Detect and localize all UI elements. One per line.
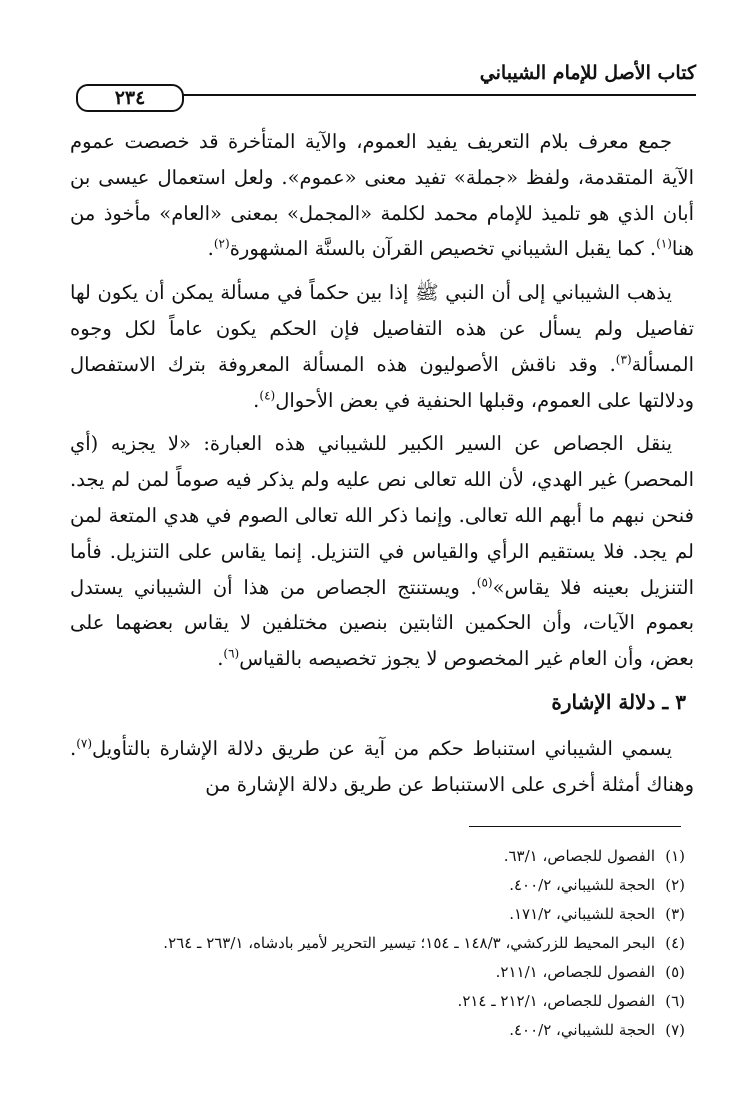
paragraph-3	[70, 426, 694, 677]
footnote-ref: (٧)	[76, 736, 93, 751]
footnote-text: الفصول للجصاص، ٢١٢/١ ـ ٢١٤.	[457, 992, 655, 1010]
footnote-text: الفصول للجصاص، ٦٣/١.	[503, 847, 655, 865]
footnote-number: (٢)	[665, 876, 685, 894]
footnotes	[70, 842, 685, 1045]
paragraph-text: ينقل الجصاص عن السير الكبير للشيباني هذه العبارة: «لا يجزيه (أي المحصر) غير الهدي، لأن الله تعالى نص عليه ولم يذكر فيه صوماً لمن لم يجد. فنحن نبهم ما أبهم الله تعالى. وإنما ذكر الله تعالى الصوم في هدي المتعة لمن لم يجد. فلا يستقيم الرأي والقياس في التنزيل. إنما يقاس على التنزيل. فأما التنزيل بعينه فلا يقاس»	[70, 432, 694, 599]
footnote-text: البحر المحيط للزركشي، ١٤٨/٣ ـ ١٥٤؛ تيسير التحرير لأمير بادشاه، ٢٦٣/١ ـ ٢٦٤.	[163, 934, 655, 952]
paragraph-text: .	[207, 237, 214, 261]
footnote-item	[70, 987, 685, 1016]
section-paragraph	[70, 731, 694, 803]
page-header	[56, 58, 696, 108]
footnote-number: (٥)	[665, 963, 685, 981]
paragraph-text: .	[217, 647, 224, 671]
footnote-number: (٤)	[665, 934, 685, 952]
paragraph-2	[70, 275, 694, 418]
footnote-item	[70, 958, 685, 987]
footnote-text: الحجة للشيباني، ٤٠٠/٢.	[509, 876, 655, 894]
paragraph-text: يذهب الشيباني إلى أن النبي ﷺ إذا بين حكماً في مسألة يمكن أن يكون لها تفاصيل ولم يسأل عن هذه التفاصيل فإن الحكم يكون عاماً لكل وجوه المسألة	[70, 281, 694, 376]
paragraph-text: .	[253, 388, 260, 412]
footnote-item	[70, 929, 685, 958]
paragraph-text: . كما يقبل الشيباني تخصيص القرآن بالسنَّة المشهورة	[229, 237, 657, 261]
footnote-number: (٣)	[665, 905, 685, 923]
section-heading: ٣ ـ دلالة الإشارة	[551, 689, 686, 714]
footnote-text: الحجة للشيباني، ١٧١/٢.	[509, 905, 655, 923]
footnote-divider	[469, 826, 681, 827]
footnote-item	[70, 1016, 685, 1045]
footnote-ref: (٦)	[223, 646, 240, 661]
page-number: ٢٣٤	[76, 84, 184, 112]
footnote-item	[70, 871, 685, 900]
paragraph-text: يسمي الشيباني استنباط حكم من آية عن طريق دلالة الإشارة بالتأويل	[92, 736, 672, 760]
paragraph-text: جمع معرف بلام التعريف يفيد العموم، والآية المتأخرة قد خصصت عموم الآية المتقدمة، ولفظ «جملة» تفيد معنى «عموم». ولعل استعمال عيسى بن أبان الذي هو تلميذ للإمام محمد لكلمة «المجمل» بمعنى «العام» مأخوذ من هنا	[70, 130, 694, 261]
paragraph-1	[70, 124, 694, 267]
paragraph-text: . ويستنتج الجصاص من هذا أن الشيباني يستدل بعموم الآيات، وأن الحكمين الثابتين بنصين مختلفين لا يقاس بعضهما على بعض، وأن العام غير المخصوص لا يجوز تخصيصه بالقياس	[70, 575, 694, 671]
paragraph-text: . وهناك أمثلة أخرى على الاستنباط عن طريق دلالة الإشارة من	[70, 736, 694, 796]
footnote-ref: (٢)	[213, 236, 230, 251]
footnote-text: الحجة للشيباني، ٤٠٠/٢.	[509, 1021, 655, 1039]
running-title: كتاب الأصل للإمام الشيباني	[479, 62, 696, 84]
footnote-ref: (٣)	[615, 352, 632, 367]
header-rule	[176, 94, 696, 96]
footnote-number: (٧)	[665, 1021, 685, 1039]
footnote-ref: (٥)	[476, 575, 493, 590]
footnote-ref: (١)	[656, 236, 672, 251]
main-text	[70, 124, 694, 810]
footnote-number: (٦)	[665, 992, 685, 1010]
paragraph-text: . وقد ناقش الأصوليون هذه المسألة المعروفة بترك الاستفصال ودلالتها على العموم، وقبلها الحنفية في بعض الأحوال	[70, 352, 694, 412]
footnote-text: الفصول للجصاص، ٢١١/١.	[495, 963, 655, 981]
footnote-ref: (٤)	[259, 388, 276, 403]
footnote-number: (١)	[665, 847, 685, 865]
footnote-item	[70, 900, 685, 929]
footnote-item	[70, 842, 685, 871]
